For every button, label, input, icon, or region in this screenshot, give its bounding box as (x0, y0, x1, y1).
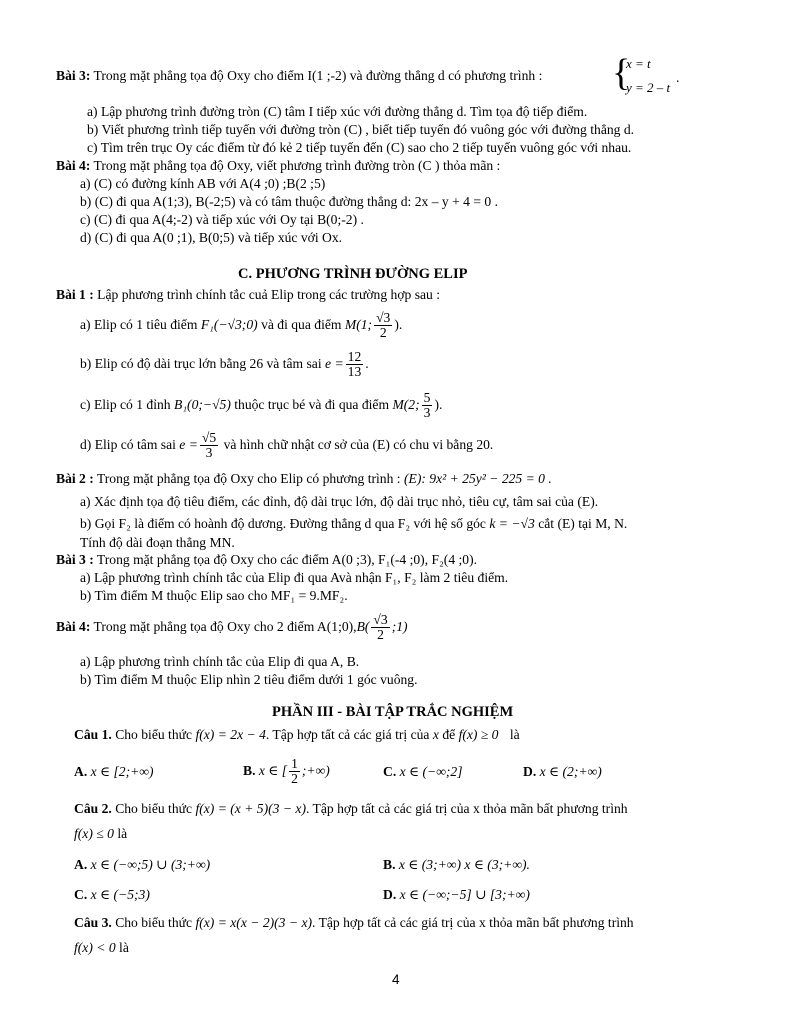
cau1-question (74, 727, 520, 743)
bai1-d-fraction (200, 431, 218, 460)
cau1-text-end: là (509, 727, 520, 742)
bai4-text: Trong mặt phẳng tọa độ Oxy, viết phương trình đường tròn (C ) thỏa mãn : (93, 158, 501, 173)
bai4-label: Bài 4: (56, 158, 91, 173)
bai4b-end: ;1) (391, 619, 408, 634)
bai1-c-den: 3 (423, 405, 431, 421)
cau2-condition: f(x) ≤ 0 (74, 826, 114, 841)
cau1-function: f(x) = 2x − 4 (195, 727, 266, 742)
cau3-condition: f(x) < 0 (74, 940, 116, 955)
bai1-a-point: M(1; (344, 317, 373, 332)
cau3-label: Câu 3. (74, 915, 112, 930)
cau1-c-value: x ∈ (−∞;2] (399, 764, 463, 779)
cau1-a-label: A. (74, 764, 88, 779)
bai2-b-text: b) Gọi F₂ là điểm có hoành độ dương. Đường thẳng d qua F₂ với hệ số góc (80, 516, 486, 531)
cau2-option-b[interactable] (383, 857, 530, 873)
bai3-label: Bài 3: (56, 68, 91, 83)
cau1-text-de: để (442, 727, 456, 742)
bai3-item-c: c) Tìm trên trục Oy các điểm từ đó kẻ 2 tiếp tuyến đến (C) sao cho 2 tiếp tuyến vuông góc với nhau. (87, 140, 632, 155)
cau1-label: Câu 1. (74, 727, 112, 742)
bai3b-item-a: a) Lập phương trình chính tắc của Elip đi qua Avà nhận F₁, F₂ làm 2 tiêu điểm. (80, 570, 509, 585)
bai4-item-b: b) (C) đi qua A(1;3), B(-2;5) và có tâm thuộc đường thẳng d: 2x – y + 4 = 0 . (80, 194, 499, 209)
cau1-b-den: 2 (291, 771, 298, 787)
cau2-d-label: D. (383, 887, 397, 902)
bai1-b-e: e = (325, 356, 344, 371)
bai4-item-d: d) (C) đi qua A(0 ;1), B(0;5) và tiếp xúc với Ox. (80, 230, 343, 245)
bai1-text: Lập phương trình chính tắc cuả Elip trong các trường hợp sau : (97, 287, 440, 302)
cau1-option-b[interactable] (243, 756, 330, 786)
bai1-c-mid: thuộc trục bé và đi qua điểm (234, 397, 390, 412)
system-brace: { (612, 52, 631, 94)
bai2-label: Bài 2 : (56, 471, 94, 486)
cau1-option-d[interactable] (523, 764, 602, 780)
cau2-option-d[interactable] (383, 887, 530, 903)
bai1-b-fraction (346, 350, 364, 379)
cau1-b-label: B. (243, 763, 256, 778)
cau3-text-pre: Cho biểu thức (115, 915, 193, 930)
cau3-la: là (119, 940, 129, 955)
bai1-d-e: e = (179, 437, 198, 452)
cau1-condition: f(x) ≥ 0 (458, 727, 499, 742)
bai2-question (56, 471, 552, 487)
bai1-c-num: 5 (423, 390, 431, 406)
bai1-b-text: b) Elip có độ dài trục lớn bằng 26 và tâm sai (80, 356, 322, 371)
bai4b-item-a: a) Lập phương trình chính tắc của Elip đi qua A, B. (80, 654, 360, 669)
bai2-b-slope: k = −√3 (489, 516, 535, 531)
cau2-b-value: x ∈ (3;+∞) x ∈ (3;+∞). (398, 857, 530, 872)
cau2-a-label: A. (74, 857, 88, 872)
part3-heading: PHẦN III - BÀI TẬP TRẮC NGHIỆM (272, 704, 514, 720)
bai4b-text: Trong mặt phẳng tọa độ Oxy cho 2 điểm A(1;0), (93, 619, 357, 634)
bai3-elip-question (56, 552, 477, 568)
bai3-circle-question (56, 68, 542, 84)
cau1-option-a[interactable] (74, 764, 154, 780)
bai3b-item-b: b) Tìm điểm M thuộc Elip sao cho MF₁ = 9.MF₂. (80, 588, 348, 603)
cau1-x: x (432, 727, 439, 742)
bai1-c-point: M(2; (392, 397, 420, 412)
bai1-item-a (80, 310, 402, 340)
bai1-item-c (80, 390, 442, 420)
cau3-text-end: . Tập hợp tất cả các giá trị của x thỏa mãn bất phương trình (312, 915, 634, 930)
bai1-a-num: √3 (376, 310, 391, 326)
cau3-function: f(x) = x(x − 2)(3 − x) (195, 915, 313, 930)
bai1-c-text: c) Elip có 1 đỉnh (80, 397, 171, 412)
bai1-a-fraction (374, 311, 392, 340)
bai4-circle-question (56, 158, 500, 174)
cau2-question (74, 801, 628, 817)
bai4b-fraction (371, 613, 389, 642)
bai1-a-mid: và đi qua điểm (261, 317, 342, 332)
bai1-c-fraction (422, 391, 433, 420)
cau2-b-label: B. (383, 857, 396, 872)
cau2-condition-line (74, 826, 127, 842)
bai1-d-num: √5 (201, 430, 217, 446)
system-line-2: y = 2 – t (626, 80, 671, 95)
bai2-item-a: a) Xác định tọa độ tiêu điểm, các đỉnh, độ dài trục lớn, độ dài trục nhỏ, tiêu cự, tâm sai của (E). (80, 494, 599, 509)
bai1-a-focus: F₁(−√3;0) (200, 317, 258, 332)
cau1-text-pre: Cho biểu thức (115, 727, 193, 742)
cau1-d-label: D. (523, 764, 537, 779)
bai1-c-end: ). (434, 397, 443, 412)
bai1-a-end: ). (394, 317, 403, 332)
bai3-item-a: a) Lập phương trình đường tròn (C) tâm I tiếp xúc với đường thẳng d. Tìm tọa độ tiếp điểm. (87, 104, 588, 119)
bai4b-point-b: B( (356, 619, 370, 634)
cau2-option-a[interactable] (74, 857, 210, 873)
cau1-d-value: x ∈ (2;+∞) (539, 764, 602, 779)
bai1-question (56, 287, 440, 303)
cau2-text-end: . Tập hợp tất cả các giá trị của x thỏa mãn bất phương trình (305, 801, 628, 816)
bai2-b-end: cắt (E) tại M, N. (538, 516, 628, 531)
bai1-label: Bài 1 : (56, 287, 94, 302)
bai3-text: Trong mặt phẳng tọa độ Oxy cho điểm I(1 ;-2) và đường thẳng d có phương trình : (93, 68, 543, 83)
cau1-b-fraction (289, 757, 300, 786)
bai4-item-a: a) (C) có đường kính AB với A(4 ;0) ;B(2 ;5) (80, 176, 326, 191)
system-line-1: x = t (626, 56, 651, 71)
cau2-la: là (117, 826, 128, 841)
bai2-item-b-cont: Tính độ dài đoạn thẳng MN. (80, 535, 235, 550)
cau2-c-value: x ∈ (−5;3) (90, 887, 150, 902)
bai1-b-den: 13 (347, 364, 362, 380)
bai1-b-end: . (365, 356, 369, 371)
cau2-label: Câu 2. (74, 801, 112, 816)
cau2-a-value: x ∈ (−∞;5) ∪ (3;+∞) (90, 857, 211, 872)
page-number: 4 (392, 972, 400, 987)
cau1-a-value: x ∈ [2;+∞) (90, 764, 154, 779)
bai1-d-end: và hình chữ nhật cơ sở của (E) có chu vi bằng 20. (223, 437, 494, 452)
bai3-item-b: b) Viết phương trình tiếp tuyến với đường tròn (C) , biết tiếp tuyến đó vuông góc với đường thẳng d. (87, 122, 635, 137)
bai2-item-b (80, 516, 627, 532)
cau2-option-c[interactable] (74, 887, 150, 903)
bai1-d-den: 3 (205, 445, 213, 461)
bai4b-den: 2 (377, 627, 384, 643)
cau2-text-pre: Cho biểu thức (115, 801, 193, 816)
bai4b-label: Bài 4: (56, 619, 91, 634)
cau3-question (74, 915, 634, 931)
cau1-b-num: 1 (291, 756, 298, 772)
section-c-heading: C. PHƯƠNG TRÌNH ĐƯỜNG ELIP (238, 266, 468, 282)
cau3-condition-line (74, 940, 129, 956)
bai1-a-den: 2 (379, 325, 387, 341)
bai1-d-text: d) Elip có tâm sai (80, 437, 176, 452)
cau2-d-value: x ∈ (−∞;−5] ∪ [3;+∞) (399, 887, 530, 902)
cau1-option-c[interactable] (383, 764, 463, 780)
system-dot: . (676, 70, 680, 85)
bai1-b-num: 12 (347, 349, 362, 365)
bai3b-label: Bài 3 : (56, 552, 94, 567)
bai4-elip-question (56, 612, 408, 642)
cau1-b-pre: x ∈ [ (258, 763, 288, 778)
bai1-a-text: a) Elip có 1 tiêu điểm (80, 317, 198, 332)
cau1-b-end: ;+∞) (301, 763, 330, 778)
bai4b-num: √3 (373, 612, 388, 628)
cau2-c-label: C. (74, 887, 88, 902)
cau1-text-mid: . Tập hợp tất cả các giá trị của (265, 727, 430, 742)
bai1-item-d (80, 430, 493, 460)
bai2-text: Trong mặt phẳng tọa độ Oxy cho Elip có phương trình : (96, 471, 401, 486)
bai2-equation: (E): 9x² + 25y² − 225 = 0 . (403, 471, 552, 486)
bai3b-text: Trong mặt phẳng tọa độ Oxy cho các điểm A(0 ;3), F₁(-4 ;0), F₂(4 ;0). (96, 552, 478, 567)
bai1-c-vertex: B₁(0;−√5) (174, 397, 231, 412)
bai4b-item-b: b) Tìm điểm M thuộc Elip nhìn 2 tiêu điểm dưới 1 góc vuông. (80, 672, 418, 687)
bai4-item-c: c) (C) đi qua A(4;-2) và tiếp xúc với Oy tại B(0;-2) . (80, 212, 364, 227)
cau1-c-label: C. (383, 764, 397, 779)
cau2-function: f(x) = (x + 5)(3 − x) (195, 801, 306, 816)
bai1-item-b (80, 349, 369, 379)
